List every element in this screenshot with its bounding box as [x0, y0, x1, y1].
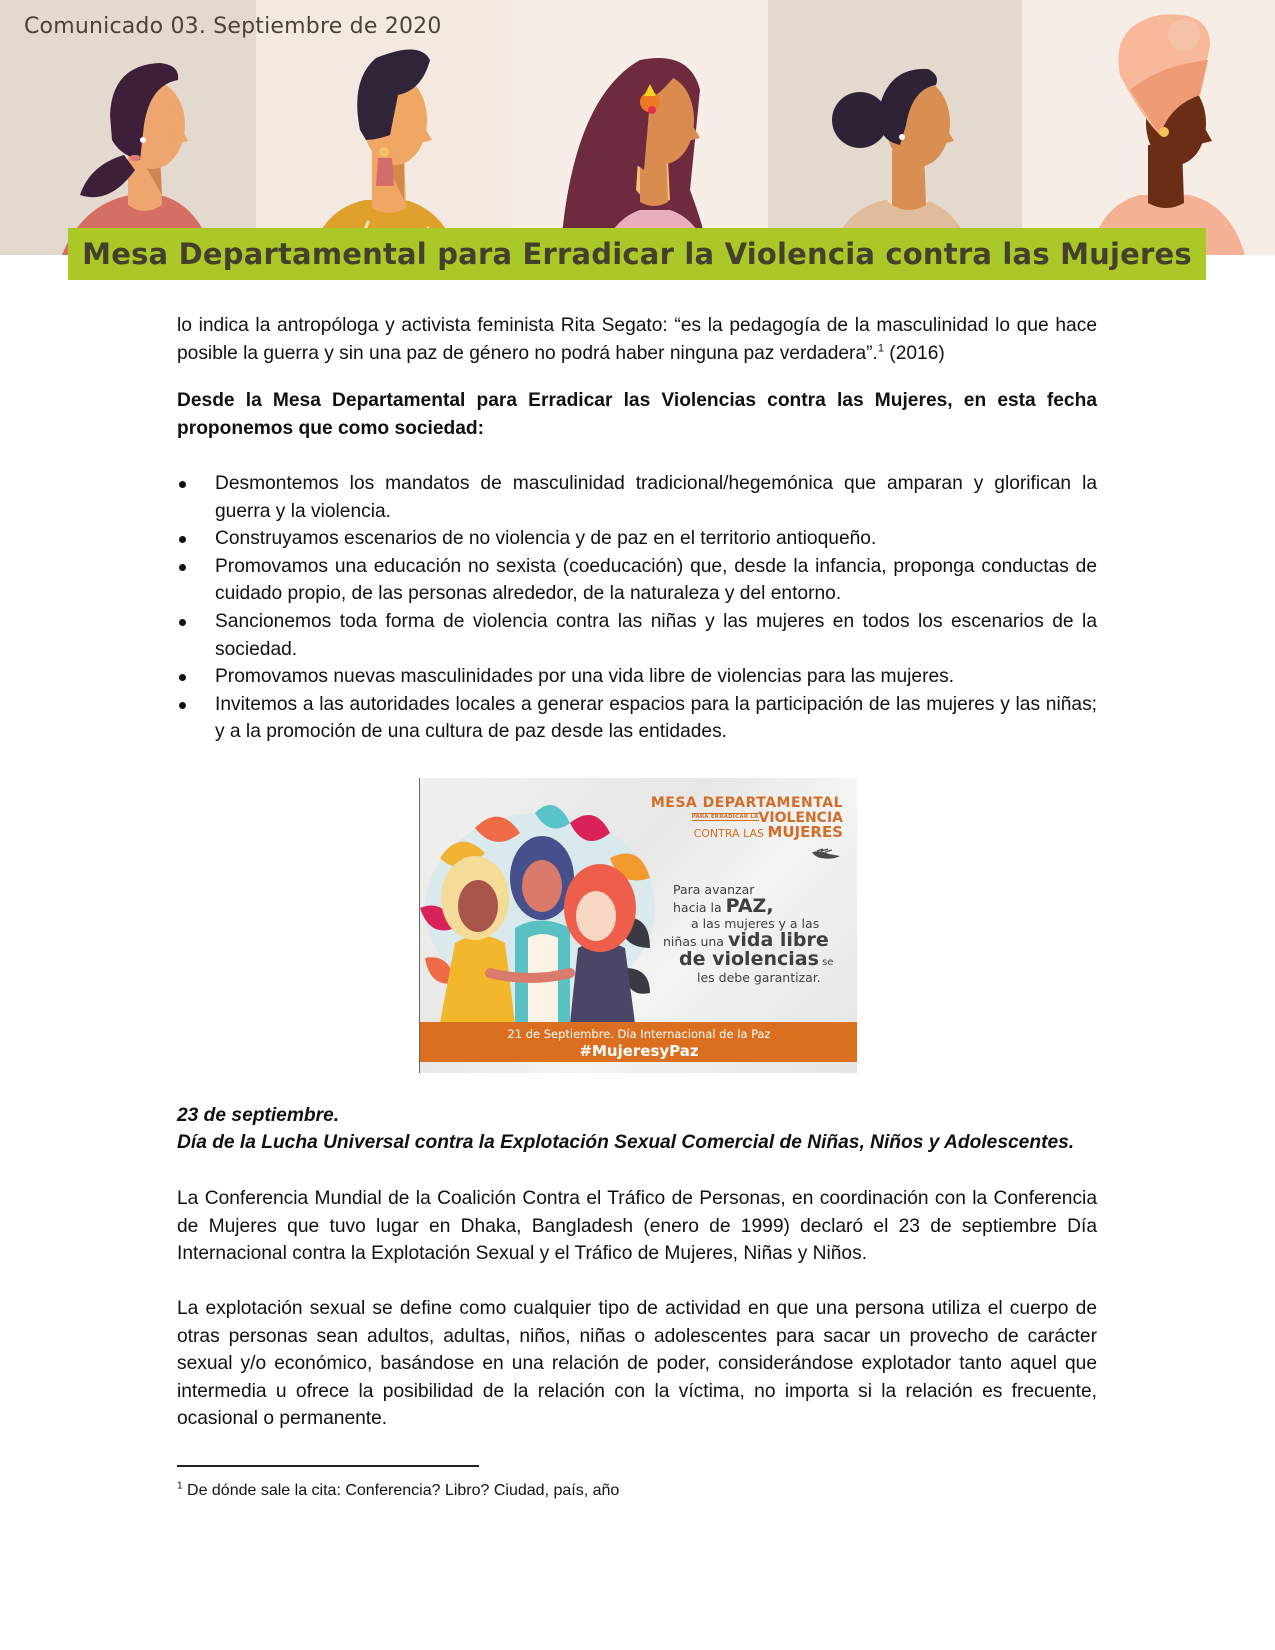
bullet-icon [179, 674, 186, 681]
hashtag: #MujeresyPaz [579, 1042, 699, 1060]
list-item: Construyamos escenarios de no violencia y de paz en el territorio antioqueño. [177, 525, 1097, 553]
coalition-paragraph: La Conferencia Mundial de la Coalición Contra el Tráfico de Personas, en coordinación con la Conferencia de Mujeres que tuvo lugar en Dhaka, Bangladesh (enero de 1999) declaró el 23 de septiembre Día Internacional contra la Explotación Sexual y el Tráfico de Mujeres, Niñas y Niños. [177, 1188, 1097, 1265]
quote-year: (2016) [883, 342, 945, 364]
footnote-divider [177, 1465, 479, 1467]
poster-footer: 21 de Septiembre. Día Internacional de la Paz #MujeresyPaz [420, 1022, 857, 1062]
hugging-women-illustration [420, 798, 670, 1023]
woman-turban-illustration [1060, 5, 1270, 255]
woman-bun-illustration [800, 45, 1000, 255]
page-title-bar [68, 228, 1206, 280]
list-item: Sancionemos toda forma de violencia contra las niñas y las mujeres en todos los escenarios de la sociedad. [177, 608, 1097, 663]
woman-flower-illustration [540, 40, 740, 255]
header-banner [0, 0, 1275, 255]
bullet-icon [179, 481, 186, 488]
footnote-ref[interactable]: 1 [877, 342, 884, 355]
bullet-icon [179, 536, 186, 543]
page-title: Mesa Departamental para Erradicar la Violencia contra las Mujeres [82, 237, 1192, 271]
mujeres-y-paz-poster [419, 778, 857, 1073]
list-item: Promovamos una educación no sexista (coeducación) que, desde la infancia, proponga conductas de cuidado propio, de las personas alrededor, de la naturaleza y del entorno. [177, 553, 1097, 608]
person-quiff-illustration [280, 40, 480, 255]
proposal-lead: Desde la Mesa Departamental para Erradicar las Violencias contra las Mujeres, en esta fecha proponemos que como sociedad: [177, 390, 1097, 439]
quote-text: lo indica la antropóloga y activista feminista Rita Segato: “es la pedagogía de la masculinidad lo que hace posible la guerra y sin una paz de género no podrá haber ninguna paz verdadera”. [177, 315, 1097, 364]
footnote [177, 1481, 619, 1501]
list-item: Promovamos nuevas masculinidades por una vida libre de violencias para las mujeres. [177, 663, 1097, 691]
proposal-list [177, 470, 1097, 746]
footnote-text: De dónde sale la cita: Conferencia? Libro? Ciudad, país, año [182, 1482, 620, 1499]
bullet-icon [179, 564, 186, 571]
poster-title: MESA DEPARTAMENTAL PARA ERRADICAR LAVIOLENCIA CONTRA LAS MUJERES [650, 795, 843, 842]
intro-paragraph [177, 312, 1097, 367]
footnote-number: 1 [177, 1480, 183, 1492]
bullet-icon [179, 702, 186, 709]
section-heading: Día de la Lucha Universal contra la Explotación Sexual Comercial de Niñas, Niños y Adolescentes. [177, 1132, 1075, 1153]
list-item: Invitemos a las autoridades locales a generar espacios para la participación de las mujeres y las niñas; y a la promoción de una cultura de paz desde las entidades. [177, 691, 1097, 746]
list-item: Desmontemos los mandatos de masculinidad tradicional/hegemónica que amparan y glorifican la guerra y la violencia. [177, 470, 1097, 525]
woman-ponytail-illustration [40, 45, 240, 255]
poster-message: Para avanzar hacia la PAZ, a las mujeres y a las niñas una vida libre de violencias se les debe garantizar. [663, 882, 834, 985]
hand-icon [811, 848, 841, 860]
definition-paragraph: La explotación sexual se define como cualquier tipo de actividad en que una persona utiliza el cuerpo de otras personas sean adultos, adultas, niños, niñas o adolescentes para sacar un provecho de carácter sexual y/o económico, basándose en una relación de poder, considerándose explotador tanto aquel que intermedia u ofrece la posibilidad de la relación con la víctima, no importa si la relación es frecuente, ocasional o permanente. [177, 1298, 1097, 1430]
section-date: 23 de septiembre. [177, 1105, 340, 1126]
bullet-icon [179, 619, 186, 626]
communique-date: Comunicado 03. Septiembre de 2020 [24, 14, 442, 39]
